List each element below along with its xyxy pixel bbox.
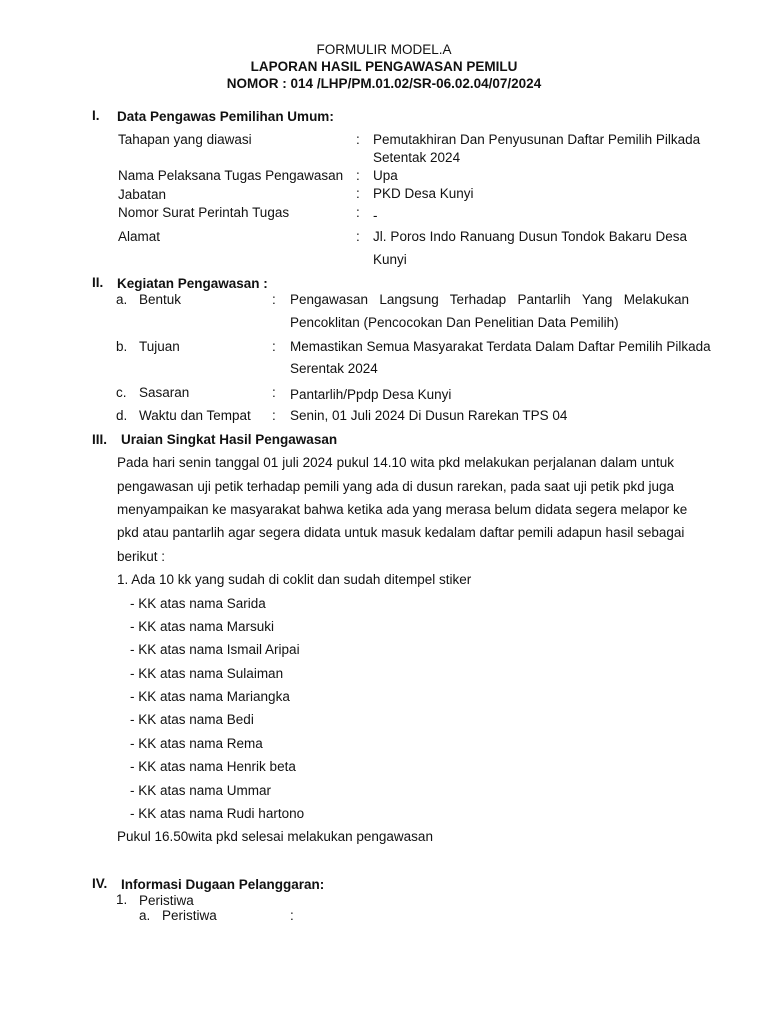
activity-letter-d: d. bbox=[116, 408, 128, 423]
activity-letter-c: c. bbox=[116, 385, 127, 400]
field-label-jabatan: Jabatan bbox=[118, 187, 167, 202]
item-number: 1. bbox=[116, 892, 128, 907]
field-value-alamat-line2: Kunyi bbox=[373, 252, 407, 267]
form-label: FORMULIR MODEL.A bbox=[316, 42, 452, 57]
activity-sep-waktu-tempat: : bbox=[272, 408, 276, 423]
activity-sep-tujuan: : bbox=[272, 339, 276, 354]
field-sep-tahapan: : bbox=[356, 132, 360, 147]
field-label-alamat: Alamat bbox=[118, 229, 161, 244]
kk-list-item: - KK atas nama Henrik beta bbox=[130, 759, 296, 774]
activity-letter-a: a. bbox=[116, 292, 128, 307]
activity-value-tujuan-line1: Memastikan Semua Masyarakat Terdata Dalam Daftar Pemilih Pilkada bbox=[290, 339, 711, 354]
field-label-tahapan: Tahapan yang diawasi bbox=[118, 132, 252, 147]
activity-label-sasaran: Sasaran bbox=[139, 385, 190, 400]
sub-letter-a: a. bbox=[139, 908, 151, 923]
field-value-alamat-line1: Jl. Poros Indo Ranuang Dusun Tondok Bakaru Desa bbox=[373, 229, 687, 244]
kk-list-item: - KK atas nama Ummar bbox=[130, 783, 272, 798]
activity-sep-sasaran: : bbox=[272, 385, 276, 400]
paragraph-line-2: pengawasan uji petik terhadap pemili yang ada di dusun rarekan, pada saat uji petik pkd juga bbox=[117, 479, 674, 494]
section-3-heading: Uraian Singkat Hasil Pengawasan bbox=[121, 432, 338, 447]
item-label-peristiwa: Peristiwa bbox=[139, 893, 194, 908]
field-value-tahapan-line2: Setentak 2024 bbox=[373, 150, 461, 165]
kk-list-item: - KK atas nama Bedi bbox=[130, 712, 254, 727]
kk-list-item: - KK atas nama Rema bbox=[130, 736, 263, 751]
field-sep-nama-pelaksana: : bbox=[356, 168, 360, 183]
field-label-nomor-surat: Nomor Surat Perintah Tugas bbox=[118, 205, 290, 220]
kk-list-item: - KK atas nama Mariangka bbox=[130, 689, 290, 704]
kk-list-item: - KK atas nama Sarida bbox=[130, 596, 266, 611]
list-intro: 1. Ada 10 kk yang sudah di coklit dan sudah ditempel stiker bbox=[117, 572, 472, 587]
kk-list-item: - KK atas nama Marsuki bbox=[130, 619, 275, 634]
paragraph-line-3: menyampaikan ke masyarakat bahwa ketika ada yang merasa belum didata segera melapor ke bbox=[117, 502, 688, 517]
field-label-nama-pelaksana: Nama Pelaksana Tugas Pengawasan bbox=[118, 168, 344, 183]
kk-list-item: - KK atas nama Rudi hartono bbox=[130, 806, 305, 821]
field-value-nama-pelaksana: Upa bbox=[373, 168, 398, 183]
paragraph-line-1: Pada hari senin tanggal 01 juli 2024 pukul 14.10 wita pkd melakukan perjalanan dalam untuk bbox=[117, 455, 674, 470]
activity-label-waktu-tempat: Waktu dan Tempat bbox=[139, 408, 251, 423]
section-4-numeral: IV. bbox=[92, 876, 108, 891]
activity-value-sasaran: Pantarlih/Ppdp Desa Kunyi bbox=[290, 387, 452, 402]
sub-label-peristiwa: Peristiwa bbox=[162, 908, 217, 923]
activity-value-bentuk-line2: Pencoklitan (Pencocokan Dan Penelitian Data Pemilih) bbox=[290, 315, 619, 330]
paragraph-line-5: berikut : bbox=[117, 549, 166, 564]
activity-sep-bentuk: : bbox=[272, 292, 276, 307]
report-title: LAPORAN HASIL PENGAWASAN PEMILU bbox=[250, 59, 518, 74]
report-number: NOMOR : 014 /LHP/PM.01.02/SR-06.02.04/07/2024 bbox=[226, 76, 542, 91]
field-sep-alamat: : bbox=[356, 229, 360, 244]
field-sep-jabatan: : bbox=[356, 186, 360, 201]
section-3-numeral: III. bbox=[92, 432, 108, 447]
section-1-numeral: I. bbox=[92, 108, 100, 123]
activity-value-waktu-tempat: Senin, 01 Juli 2024 Di Dusun Rarekan TPS 04 bbox=[290, 408, 568, 423]
activity-letter-b: b. bbox=[116, 339, 128, 354]
activity-label-tujuan: Tujuan bbox=[139, 339, 180, 354]
section-1-heading: Data Pengawas Pemilihan Umum: bbox=[117, 109, 334, 124]
activity-value-bentuk-line1: Pengawasan Langsung Terhadap Pantarlih Yang Melakukan bbox=[290, 292, 689, 307]
sub-sep-peristiwa: : bbox=[290, 908, 294, 923]
activity-label-bentuk: Bentuk bbox=[139, 292, 182, 307]
section-2-heading: Kegiatan Pengawasan : bbox=[117, 276, 268, 291]
section-4-heading: Informasi Dugaan Pelanggaran: bbox=[121, 877, 325, 892]
activity-value-tujuan-line2: Serentak 2024 bbox=[290, 361, 378, 376]
paragraph-line-4: pkd atau pantarlih agar segera didata untuk masuk kedalam daftar pemili adapun hasil sebagai bbox=[117, 525, 685, 540]
kk-list-item: - KK atas nama Ismail Aripai bbox=[130, 642, 300, 657]
field-value-jabatan: PKD Desa Kunyi bbox=[373, 186, 474, 201]
closing-line: Pukul 16.50wita pkd selesai melakukan pengawasan bbox=[117, 829, 433, 844]
field-value-tahapan-line1: Pemutakhiran Dan Penyusunan Daftar Pemilih Pilkada bbox=[373, 132, 701, 147]
kk-list-item: - KK atas nama Sulaiman bbox=[130, 666, 284, 681]
field-value-nomor-surat: - bbox=[373, 208, 378, 223]
field-sep-nomor-surat: : bbox=[356, 205, 360, 220]
section-2-numeral: II. bbox=[92, 275, 104, 290]
